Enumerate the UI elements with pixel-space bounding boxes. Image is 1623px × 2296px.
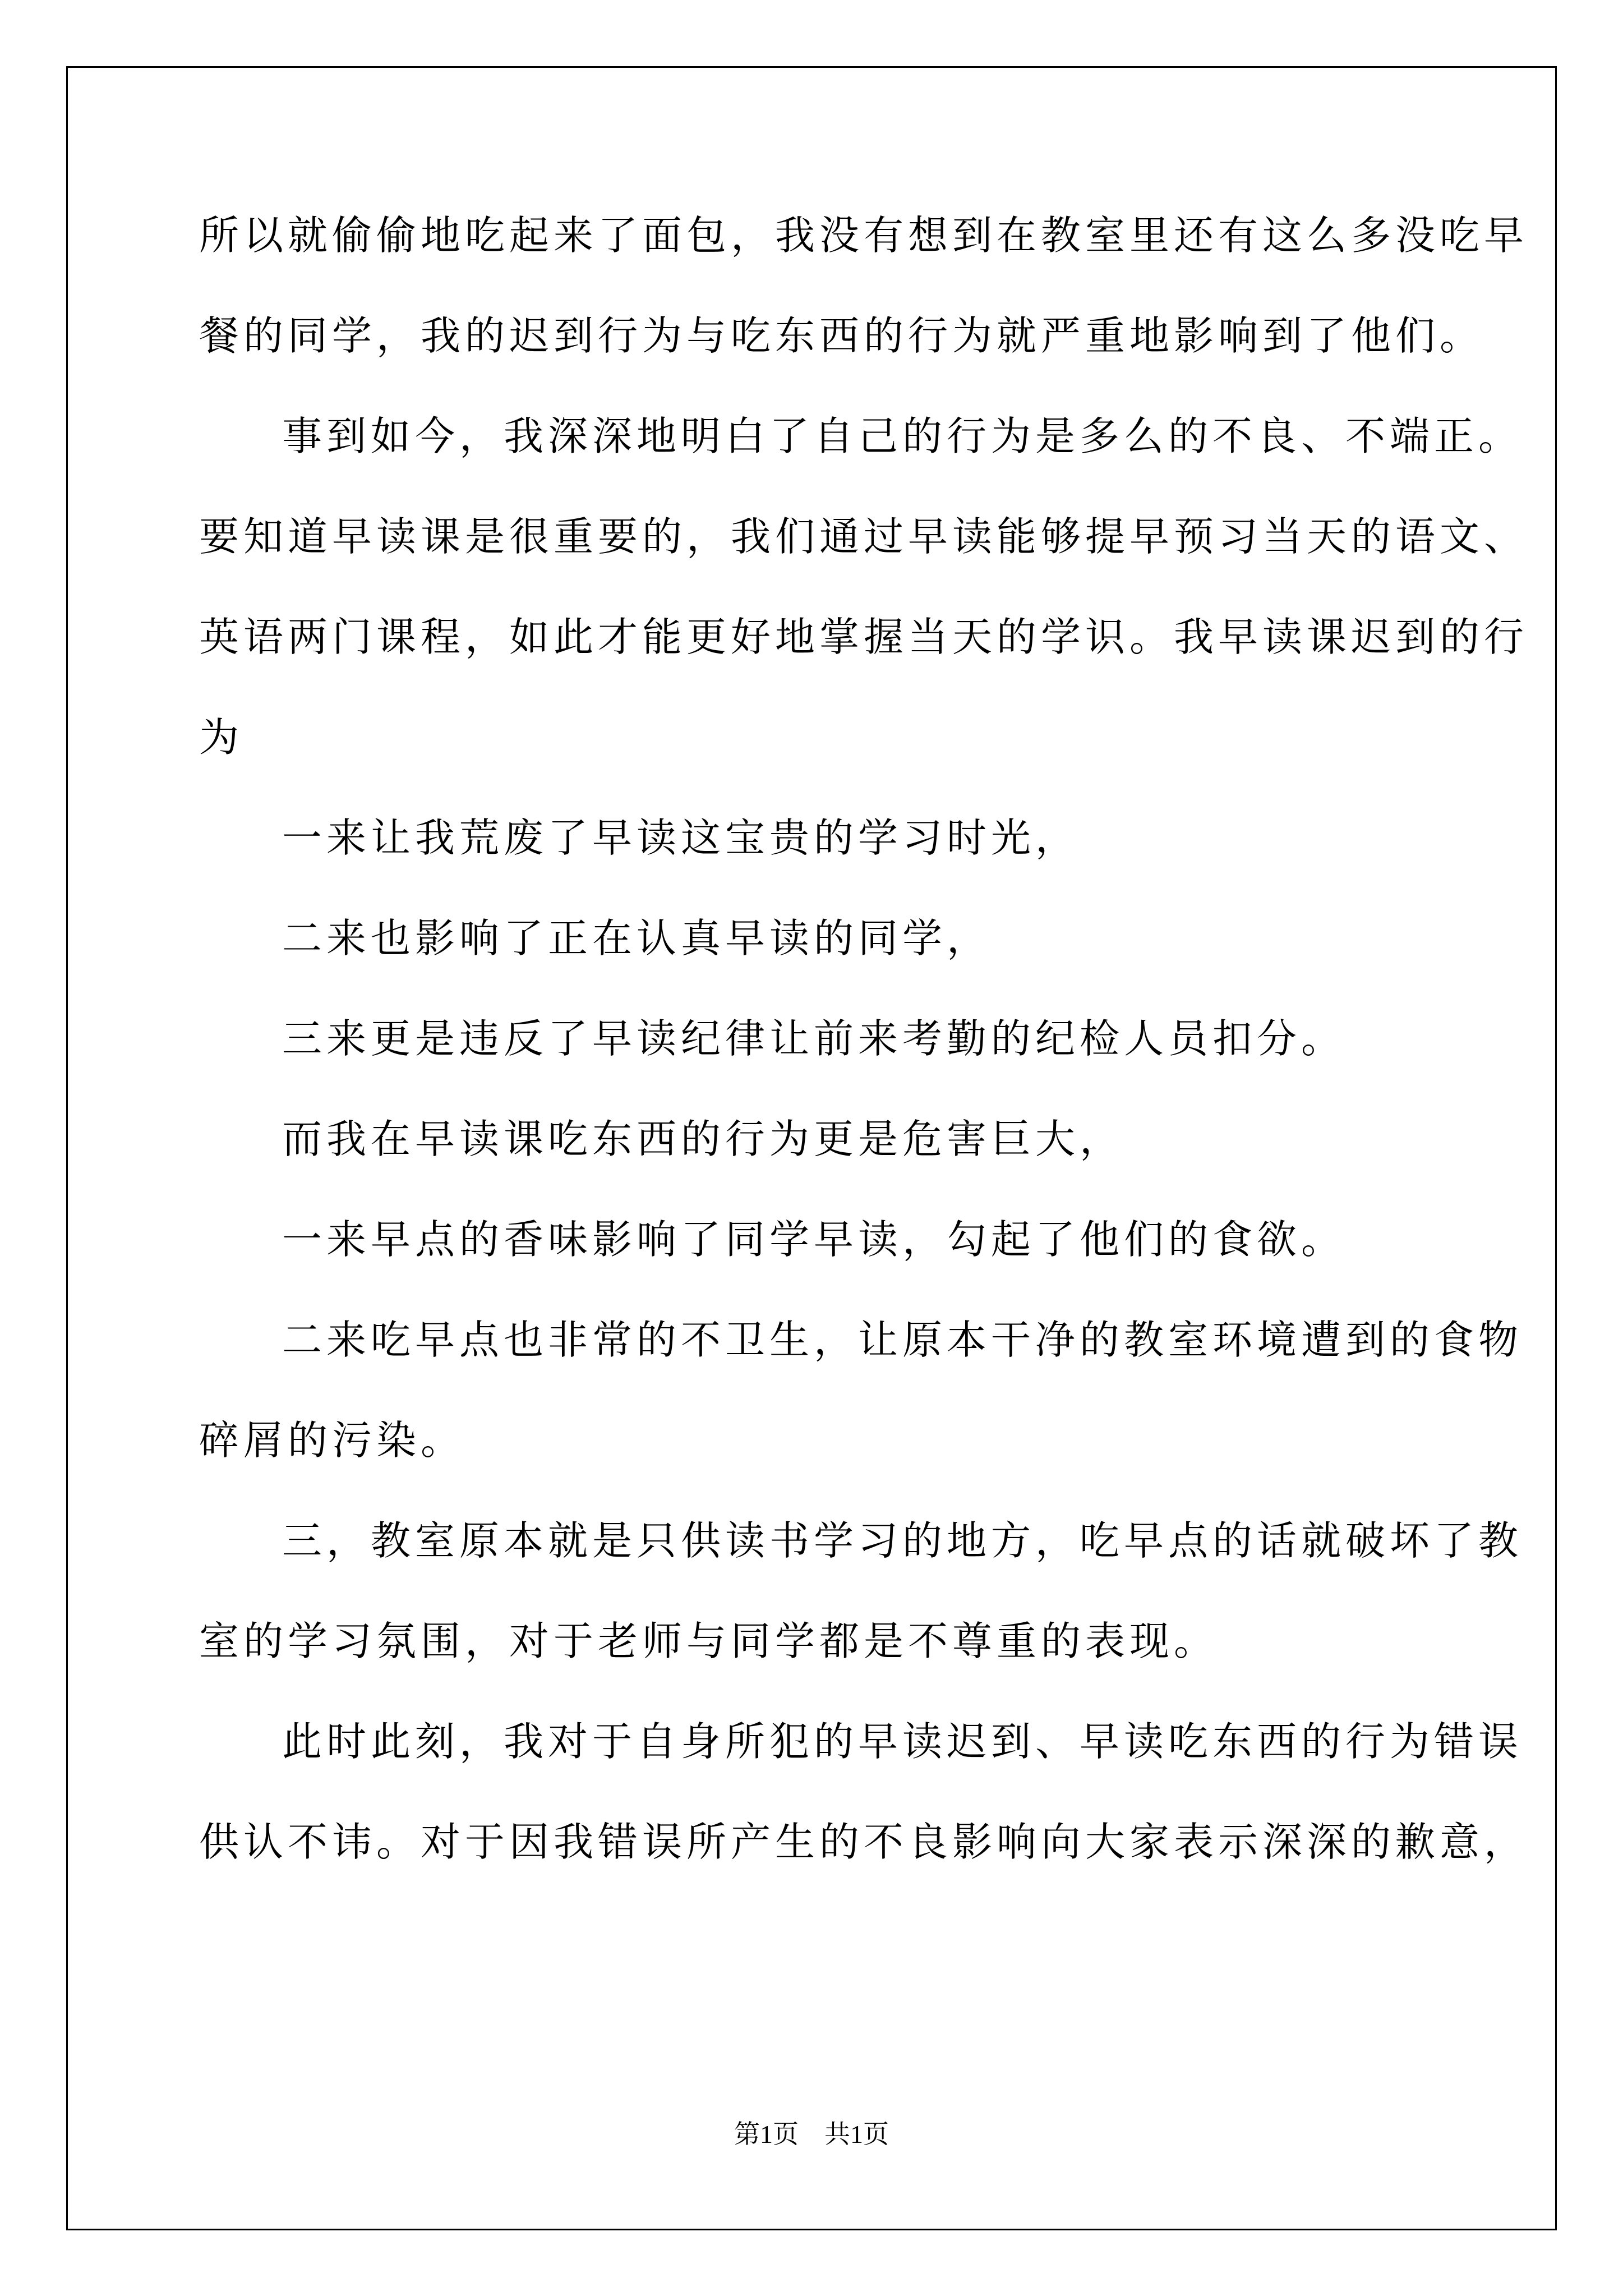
text-line: 碎屑的污染。: [199, 1417, 465, 1464]
paragraph-start-line: 一来让我荒废了早读这宝贵的学习时光，: [282, 815, 1080, 861]
text-line: 为: [199, 714, 244, 761]
paragraph-start-line: 二来吃早点也非常的不卫生，让原本干净的教室环境遭到的食物: [282, 1317, 1523, 1363]
text-line: 要知道早读课是很重要的，我们通过早读能够提早预习当天的语文、: [199, 513, 1529, 560]
page-number-footer: 第1页 共1页: [734, 2120, 889, 2148]
text-line: 所以就偷偷地吃起来了面包，我没有想到在教室里还有这么多没吃早: [199, 212, 1529, 259]
paragraph-start-line: 三，教室原本就是只供读书学习的地方，吃早点的话就破坏了教: [282, 1517, 1523, 1564]
text-line: 室的学习氛围，对于老师与同学都是不尊重的表现。: [199, 1618, 1219, 1664]
paragraph-start-line: 三来更是违反了早读纪律让前来考勤的纪检人员扣分。: [282, 1015, 1346, 1062]
text-line: 供认不讳。对于因我错误所产生的不良影响向大家表示深深的歉意，: [199, 1819, 1529, 1865]
paragraph-start-line: 此时此刻，我对于自身所犯的早读迟到、早读吃东西的行为错误: [282, 1718, 1523, 1765]
paragraph-start-line: 而我在早读课吃东西的行为更是危害巨大，: [282, 1116, 1124, 1162]
paragraph-start-line: 事到如今，我深深地明白了自己的行为是多么的不良、不端正。: [282, 413, 1523, 459]
paragraph-start-line: 一来早点的香味影响了同学早读，勾起了他们的食欲。: [282, 1216, 1346, 1263]
paragraph-start-line: 二来也影响了正在认真早读的同学，: [282, 915, 992, 961]
document-body: [199, 208, 1529, 1915]
text-line: 餐的同学，我的迟到行为与吃东西的行为就严重地影响到了他们。: [199, 312, 1484, 359]
text-line: 英语两门课程，如此才能更好地掌握当天的学识。我早读课迟到的行: [199, 614, 1529, 660]
